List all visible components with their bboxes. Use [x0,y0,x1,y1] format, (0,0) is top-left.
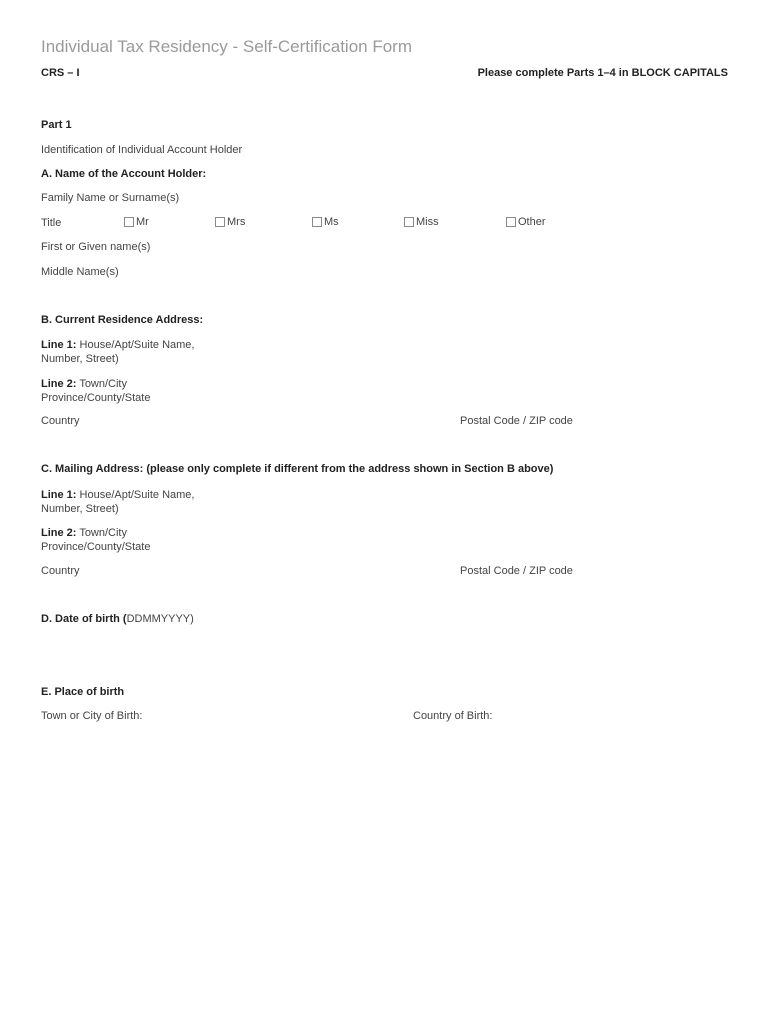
title-mr-label: Mr [136,216,149,228]
date-of-birth-heading: D. Date of birth ( [41,613,127,625]
title-mrs-checkbox[interactable] [215,217,225,227]
residence-postal-label: Postal Code / ZIP code [460,415,573,427]
title-other-label: Other [518,216,546,228]
part1-heading: Part 1 [41,119,72,131]
title-option-miss[interactable] [404,216,439,228]
residence-country-label: Country [41,415,80,427]
residence-line2-label [41,377,181,405]
mailing-line1-title: Line 1: [41,489,77,501]
section-c-heading: C. Mailing Address: (please only complete if different from the address shown in Section B above) [41,463,554,475]
form-title: Individual Tax Residency - Self-Certification Form [41,37,412,56]
title-option-ms[interactable] [312,216,339,228]
mailing-country-label: Country [41,565,80,577]
mailing-line1-hint: House/Apt/Suite Name, Number, Street) [41,489,195,515]
title-label: Title [41,217,62,229]
section-b-heading: B. Current Residence Address: [41,314,204,326]
residence-line2-hint: Town/City Province/County/State [41,378,151,404]
birth-country-label: Country of Birth: [413,710,493,722]
form-code: CRS – I [41,67,80,79]
birth-town-label: Town or City of Birth: [41,710,143,722]
family-name-label: Family Name or Surname(s) [41,192,180,204]
middle-name-label: Middle Name(s) [41,266,119,278]
title-miss-checkbox[interactable] [404,217,414,227]
section-e-heading: E. Place of birth [41,686,125,698]
title-option-other[interactable] [506,216,546,228]
title-option-mr[interactable] [124,216,149,228]
part1-subheading: Identification of Individual Account Holder [41,144,243,156]
mailing-line2-label [41,526,181,554]
mailing-line2-title: Line 2: [41,527,77,539]
title-option-mrs[interactable] [215,216,245,228]
mailing-line2-hint: Town/City Province/County/State [41,527,151,553]
mailing-postal-label: Postal Code / ZIP code [460,565,573,577]
section-a-heading: A. Name of the Account Holder: [41,168,207,180]
date-of-birth-label [41,613,194,625]
residence-line1-label [41,338,206,366]
residence-line1-title: Line 1: [41,339,77,351]
title-mrs-label: Mrs [227,216,246,228]
title-mr-checkbox[interactable] [124,217,134,227]
residence-line2-title: Line 2: [41,378,77,390]
mailing-line1-label [41,488,206,516]
title-ms-label: Ms [324,216,339,228]
residence-line1-hint: House/Apt/Suite Name, Number, Street) [41,339,195,365]
form-instruction: Please complete Parts 1–4 in BLOCK CAPITALS [477,67,728,79]
title-miss-label: Miss [416,216,439,228]
first-name-label: First or Given name(s) [41,241,151,253]
date-of-birth-format: DDMMYYYY) [126,613,194,625]
title-ms-checkbox[interactable] [312,217,322,227]
title-other-checkbox[interactable] [506,217,516,227]
